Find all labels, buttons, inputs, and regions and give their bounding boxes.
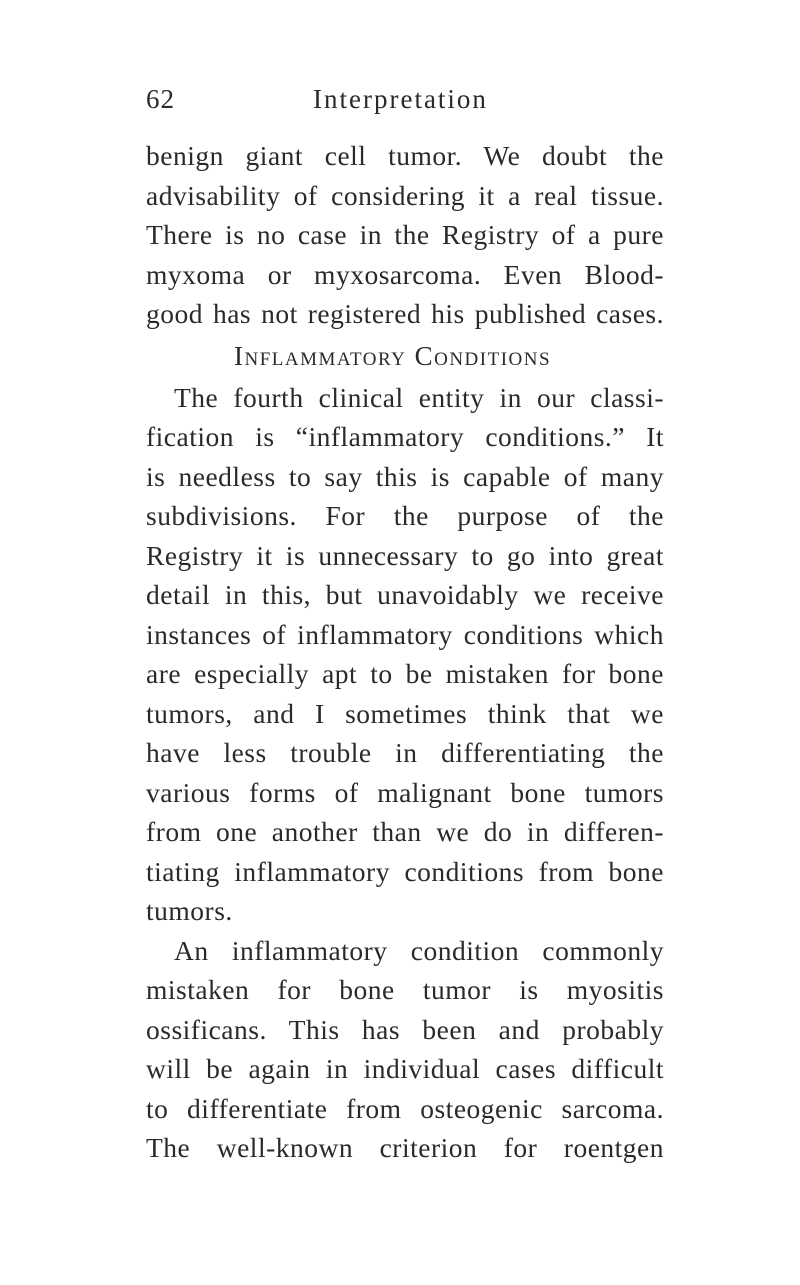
text-line: ossificans. This has been and probably <box>146 1013 664 1045</box>
text-line: is needless to say this is capable of many <box>146 460 664 492</box>
text-line: advisability of considering it a real tissue. <box>146 179 664 211</box>
text-line: have less trouble in differentiating the <box>146 737 664 768</box>
text-line: The fourth clinical entity in our classi- <box>174 381 664 413</box>
text-line: detail in this, but unavoidably we receive <box>146 579 664 610</box>
paragraph-1 <box>146 136 664 334</box>
text-line: various forms of malignant bone tumors <box>146 776 664 808</box>
text-line: tumors, and I sometimes think that we <box>146 697 664 729</box>
body-text <box>146 136 664 1168</box>
paragraph-2 <box>146 378 664 931</box>
text-line: Registry it is unnecessary to go into great <box>146 539 664 571</box>
page-number: 62 <box>146 84 175 114</box>
text-line: will be again in individual cases difficult <box>146 1053 664 1084</box>
text-line: good has not registered his published cases. <box>146 298 664 329</box>
text-line: to differentiate from osteogenic sarcoma. <box>146 1092 664 1124</box>
text-line: fication is “inflammatory conditions.” It <box>146 421 664 452</box>
running-head <box>146 84 666 124</box>
text-line: subdivisions. For the purpose of the <box>146 500 664 531</box>
text-line: mistaken for bone tumor is myositis <box>146 974 664 1005</box>
paragraph-3 <box>146 931 664 1168</box>
text-line: are especially apt to be mistaken for bone <box>146 658 664 689</box>
text-line: There is no case in the Registry of a pure <box>146 219 664 250</box>
text-line: myxoma or myxosarcoma. Even Blood- <box>146 258 664 290</box>
text-line: benign giant cell tumor. We doubt the <box>146 140 664 171</box>
text-line: instances of inflammatory conditions which <box>146 618 664 650</box>
running-title: Interpretation <box>313 84 488 114</box>
section-heading: Inflammatory Conditions <box>234 340 552 371</box>
text-line: from one another than we do in differen- <box>146 816 664 847</box>
text-line: The well-known criterion for roentgen <box>146 1132 664 1163</box>
text-line: An inflammatory condition commonly <box>174 934 664 966</box>
text-line: tiating inflammatory conditions from bone <box>146 855 664 887</box>
text-line: tumors. <box>146 895 233 926</box>
